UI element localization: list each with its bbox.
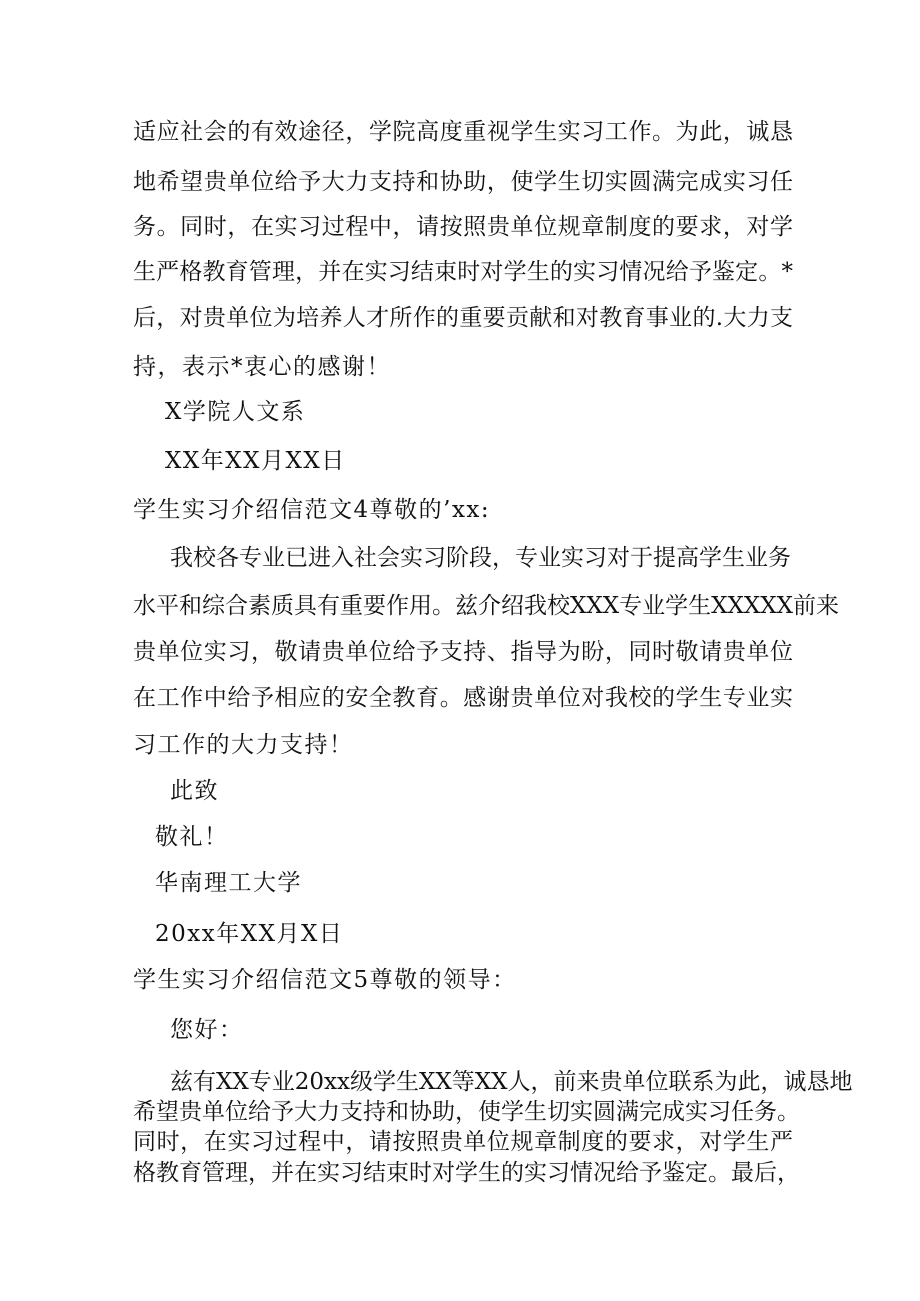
closing-line: 敬礼！ (155, 824, 229, 850)
paragraph-line: 贵单位实习，敬请贵单位给予支持、指导为盼，同时敬请贵单位 (133, 639, 793, 665)
paragraph-line: 兹有XX专业20xx级学生XX等XX人，前来贵单位联系为此，诚恳地 (170, 1069, 853, 1095)
paragraph-line: 同时，在实习过程中，请按照贵单位规章制度的要求，对学生严 (133, 1129, 793, 1155)
paragraph-line: 我校各专业已进入社会实习阶段，专业实习对于提高学生业务 (170, 545, 791, 571)
greeting-line: 您好： (170, 1017, 244, 1043)
paragraph-line: 格教育管理，并在实习结束时对学生的实习情况给予鉴定。最后， (133, 1160, 800, 1186)
paragraph-line: 希望贵单位给予大力支持和协助，使学生切实圆满完成实习任务。 (133, 1099, 800, 1125)
paragraph-line: 地希望贵单位给予大力支持和协助，使学生切实圆满完成实习任 (133, 169, 793, 195)
paragraph-line: 水平和综合素质具有重要作用。兹介绍我校XXX专业学生XXXXX前来 (133, 593, 839, 619)
paragraph-line: 在工作中给予相应的安全教育。感谢贵单位对我校的学生专业实 (133, 685, 793, 711)
paragraph-line: 生严格教育管理，并在实习结束时对学生的实习情况给予鉴定。* (133, 259, 793, 285)
closing-line: 此致 (170, 778, 219, 804)
section-heading: 学生实习介绍信范文4尊敬的’xx: (133, 497, 491, 523)
section-heading: 学生实习介绍信范文5尊敬的领导： (133, 967, 517, 993)
signature-line: 华南理工大学 (155, 870, 302, 896)
date-line: 20xx年XX月X日 (155, 921, 344, 947)
paragraph-line: 适应社会的有效途径，学院高度重视学生实习工作。为此，诚恳 (133, 119, 793, 145)
paragraph-line: 习工作的大力支持！ (133, 732, 354, 758)
paragraph-line: 持，表示*衷心的感谢！ (133, 354, 391, 380)
signature-line: X学院人文系 (165, 399, 306, 425)
paragraph-line: 务。同时，在实习过程中，请按照贵单位规章制度的要求，对学 (133, 214, 793, 240)
date-line: XX年XX月XX日 (165, 448, 346, 474)
paragraph-line: 后，对贵单位为培养人才所作的重要贡献和对教育事业的.大力支 (133, 305, 793, 331)
